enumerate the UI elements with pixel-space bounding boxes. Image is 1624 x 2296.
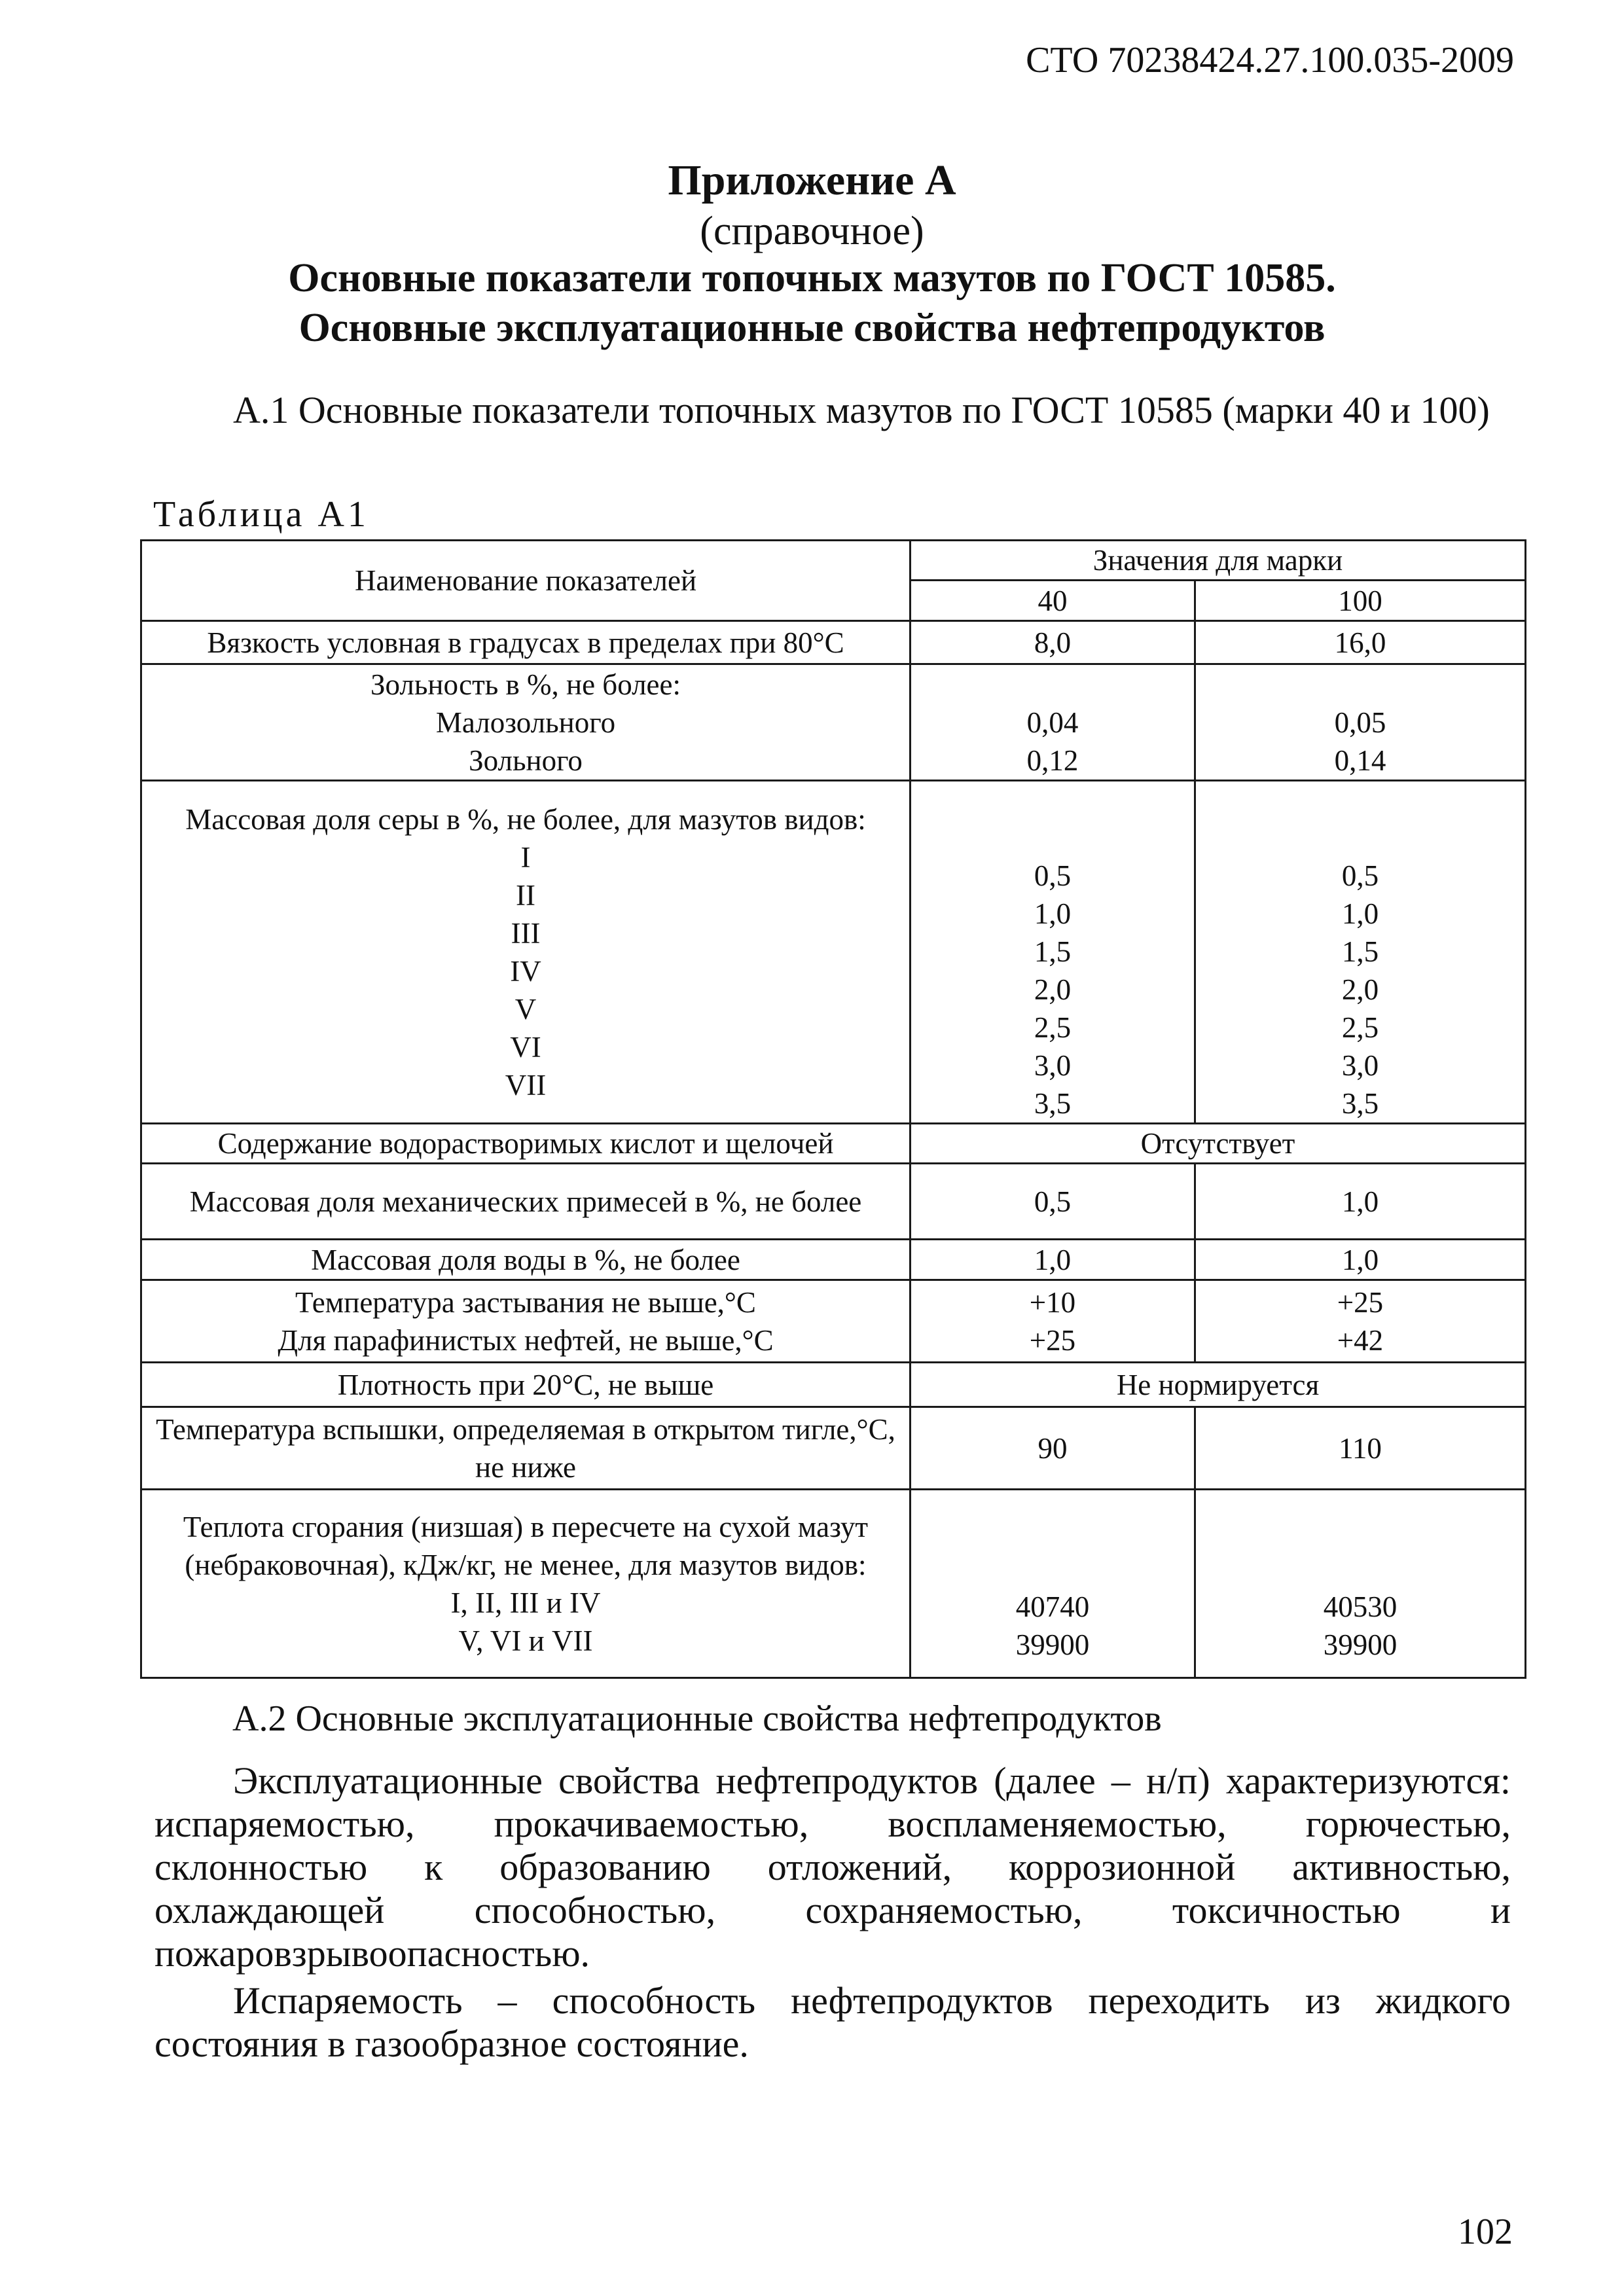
section-a1-text: А.1 Основные показатели топочных мазутов по ГОСТ 10585 (марки 40 и 100) [233, 389, 1490, 431]
appendix-heading-line2: Основные эксплуатационные свойства нефтепродуктов [298, 306, 1326, 350]
table-row [141, 1363, 1526, 1407]
row-value-100: 110 [1195, 1407, 1526, 1490]
appendix-kind: (справочное) [700, 209, 924, 253]
row-value-40: 0,04 0,12 [911, 664, 1195, 781]
table-row [141, 1407, 1526, 1490]
row-value-100: +25 +42 [1195, 1280, 1526, 1363]
header-values-for-grade: Значения для марки [911, 541, 1526, 581]
row-name: Теплота сгорания (низшая) в пересчете на сухой мазут (небраковочная), кДж/кг, не менее, для мазутов видов: I, II, III и IV V, VI и VII [141, 1490, 911, 1678]
row-value-40: +10 +25 [911, 1280, 1195, 1363]
properties-paragraph: Эксплуатационные свойства нефтепродуктов (далее – н/п) характеризуются: испаряемостью, прокачиваемостью, воспламеняемостью, горючестью, склонностью к образованию отложений, коррозионной активностью, охлаждающей способностью, сохраняемостью, токсичностью и пожаровзрывоопасностью. [154, 1759, 1511, 1975]
row-value-40: 0,5 1,0 1,5 2,0 2,5 3,0 3,5 [911, 781, 1195, 1124]
table-row [141, 781, 1526, 1124]
table-row [141, 621, 1526, 664]
row-name: Температура застывания не выше,°С Для парафинистых нефтей, не выше,°С [141, 1280, 911, 1363]
row-name: Массовая доля воды в %, не более [141, 1240, 911, 1280]
table-row [141, 1490, 1526, 1678]
header-indicator-name: Наименование показателей [141, 541, 911, 621]
row-value-40: 40740 39900 [911, 1490, 1195, 1678]
row-name: Массовая доля механических примесей в %, не более [141, 1164, 911, 1240]
row-value-100: 40530 39900 [1195, 1490, 1526, 1678]
row-name: Массовая доля серы в %, не более, для мазутов видов: I II III IV V VI VII [141, 781, 911, 1124]
table-row [141, 664, 1526, 781]
row-value-40: 0,5 [911, 1164, 1195, 1240]
row-name: Зольность в %, не более: Малозольного Зольного [141, 664, 911, 781]
row-value-100: 0,05 0,14 [1195, 664, 1526, 781]
table-caption: Таблица А1 [153, 494, 369, 535]
volatility-paragraph: Испаряемость – способность нефтепродуктов переходить из жидкого состояния в газообразное состояние. [154, 1979, 1511, 2065]
header-grade-100: 100 [1195, 581, 1526, 621]
row-value-40: 90 [911, 1407, 1195, 1490]
page-number: 102 [1458, 2212, 1513, 2252]
header-grade-40: 40 [911, 581, 1195, 621]
row-merged-value: Отсутствует [911, 1124, 1526, 1164]
row-name: Вязкость условная в градусах в пределах при 80°С [141, 621, 911, 664]
section-a2-heading: А.2 Основные эксплуатационные свойства нефтепродуктов [232, 1698, 1162, 1739]
table-header-row [141, 541, 1526, 581]
row-value-40: 8,0 [911, 621, 1195, 664]
row-name: Температура вспышки, определяемая в открытом тигле,°С, не ниже [141, 1407, 911, 1490]
table-row [141, 1240, 1526, 1280]
table-row [141, 1124, 1526, 1164]
row-name: Плотность при 20°С, не выше [141, 1363, 911, 1407]
row-value-100: 16,0 [1195, 621, 1526, 664]
row-value-100: 1,0 [1195, 1164, 1526, 1240]
appendix-heading-line1: Основные показатели топочных мазутов по ГОСТ 10585. [288, 256, 1336, 300]
fuel-oil-table [140, 539, 1526, 1679]
document-code: СТО 70238424.27.100.035-2009 [1026, 40, 1514, 81]
table-row [141, 1164, 1526, 1240]
row-merged-value: Не нормируется [911, 1363, 1526, 1407]
row-value-100: 1,0 [1195, 1240, 1526, 1280]
table-row [141, 1280, 1526, 1363]
row-value-100: 0,5 1,0 1,5 2,0 2,5 3,0 3,5 [1195, 781, 1526, 1124]
row-name: Содержание водорастворимых кислот и щелочей [141, 1124, 911, 1164]
row-value-40: 1,0 [911, 1240, 1195, 1280]
appendix-title: Приложение А [668, 156, 956, 204]
